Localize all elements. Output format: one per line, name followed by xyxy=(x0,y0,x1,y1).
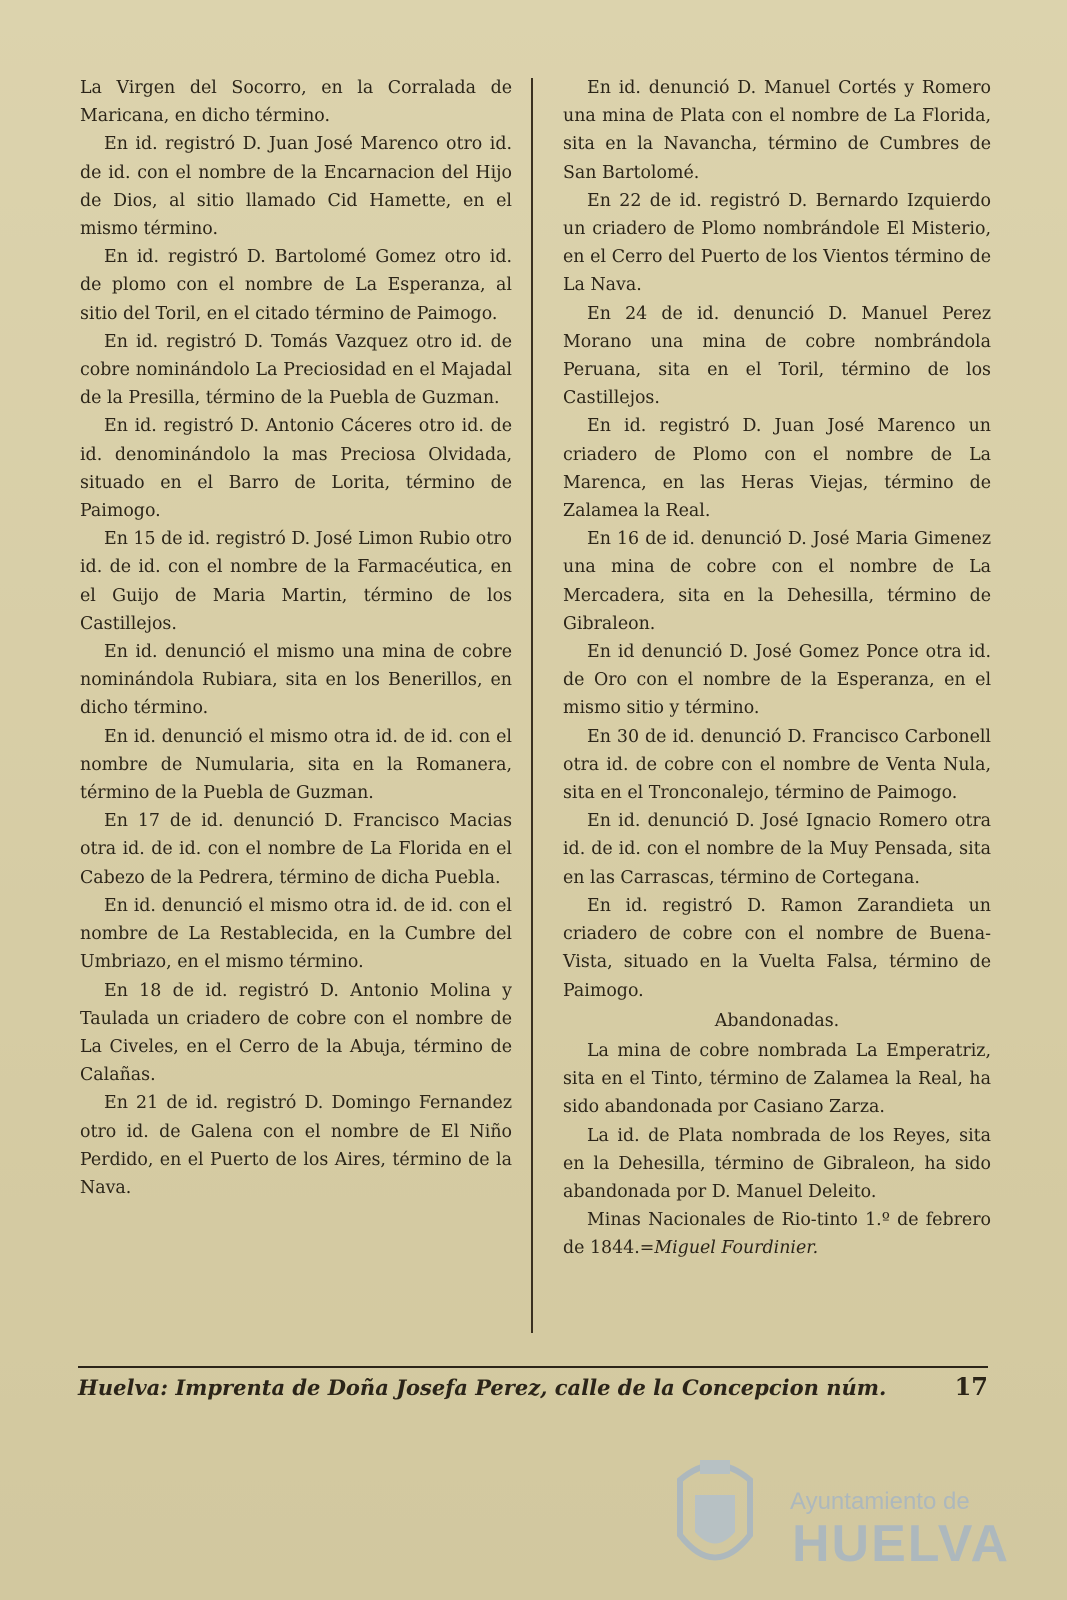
right-column xyxy=(563,74,991,1263)
abandoned-paragraph: La mina de cobre nombrada La Emperatriz, sita en el Tinto, término de Zalamea la Real, ha sido abandonada por Casiano Zarza. xyxy=(563,1040,991,1118)
signature-line xyxy=(563,1206,991,1262)
signature-name: Miguel Fourdinier. xyxy=(654,1238,819,1259)
footer-rule xyxy=(78,1366,988,1368)
entry-paragraph: En id. registró D. Bartolomé Gomez otro id. de plomo con el nombre de La Esperanza, al sitio del Toril, en el citado término de Paimogo. xyxy=(80,247,512,324)
entry-paragraph: En id denunció D. José Gomez Ponce otra id. de Oro con el nombre de la Esperanza, en el mismo sitio y término. xyxy=(563,642,991,719)
entry-paragraph: En id. denunció el mismo una mina de cobre nominándola Rubiara, sita en los Benerillos, en dicho término. xyxy=(80,642,512,719)
column-divider xyxy=(531,78,533,1333)
entry-paragraph: En id. denunció el mismo otra id. de id. con el nombre de La Restablecida, en la Cumbre del Umbriazo, en el mismo término. xyxy=(80,895,512,973)
entry-paragraph: En 16 de id. denunció D. José Maria Gimenez una mina de cobre con el nombre de La Mercadera, sita en la Dehesilla, término de Gibraleon. xyxy=(563,529,991,634)
entry-paragraph: En id. registró D. Tomás Vazquez otro id. de cobre nominándolo La Preciosidad en el Majadal de la Presilla, término de la Puebla de Guzman. xyxy=(80,331,512,409)
left-column xyxy=(80,74,512,1202)
imprint-text: Huelva: Imprenta de Doña Josefa Perez, calle de la Concepcion núm. xyxy=(78,1375,887,1400)
entry-paragraph: En 15 de id. registró D. José Limon Rubio otro id. de id. con el nombre de la Farmacéutica, en el Guijo de Maria Martin, término de los Castillejos. xyxy=(80,529,512,634)
page-number: 17 xyxy=(954,1372,988,1401)
entry-paragraph: En id. registró D. Juan José Marenco un criadero de Plomo con el nombre de La Marenca, en las Heras Viejas, término de Zalamea la Real. xyxy=(563,416,991,522)
entry-paragraph: En id. denunció D. Manuel Cortés y Romero una mina de Plata con el nombre de La Florida, sita en la Navancha, término de Cumbres de San Bartolomé. xyxy=(563,78,991,183)
watermark-line2: HUELVA xyxy=(792,1515,1011,1573)
entry-paragraph: En 17 de id. denunció D. Francisco Macias otra id. de id. con el nombre de La Florida en el Cabezo de la Pedrera, término de dicha Puebla. xyxy=(80,811,512,888)
signature-place-date: Minas Nacionales de Rio-tinto 1.º de febrero de 1844.= xyxy=(563,1210,991,1259)
abandoned-paragraph: La id. de Plata nombrada de los Reyes, sita en la Dehesilla, término de Gibraleon, ha sido abandonada por D. Manuel Deleito. xyxy=(563,1125,991,1202)
entry-paragraph: En 21 de id. registró D. Domingo Fernandez otro id. de Galena con el nombre de El Niño Perdido, en el Puerto de los Aires, término de la Nava. xyxy=(80,1093,512,1198)
coat-of-arms-icon xyxy=(660,1440,770,1590)
entry-paragraph: En id. denunció D. José Ignacio Romero otra id. de id. con el nombre de la Muy Pensada, sita en las Carrascas, término de Cortegana. xyxy=(563,811,991,888)
entry-paragraph: En id. registró D. Juan José Marenco otro id. de id. con el nombre de la Encarnacion del Hijo de Dios, al sitio llamado Cid Hamette, en el mismo término. xyxy=(80,134,512,240)
entry-paragraph: En 30 de id. denunció D. Francisco Carbonell otra id. de cobre con el nombre de Venta Nula, sita en el Tronconalejo, término de Paimogo. xyxy=(563,726,991,804)
entry-paragraph: En id. registró D. Ramon Zarandieta un criadero de cobre con el nombre de Buena-Vista, situado en la Vuelta Falsa, término de Paimogo. xyxy=(563,895,991,1001)
entry-paragraph: En 18 de id. registró D. Antonio Molina y Taulada un criadero de cobre con el nombre de La Civeles, en el Cerro de la Abuja, término de Calañas. xyxy=(80,980,512,1086)
entry-paragraph: En id. denunció el mismo otra id. de id. con el nombre de Numularia, sita en la Romanera, término de la Puebla de Guzman. xyxy=(80,726,512,804)
imprint-line xyxy=(78,1372,988,1401)
watermark-line1: Ayuntamiento de xyxy=(790,1488,970,1515)
entry-paragraph: En id. registró D. Antonio Cáceres otro id. de id. denominándolo la mas Preciosa Olvidada, situado en el Barro de Lorita, término de Paimogo. xyxy=(80,416,512,522)
entry-paragraph: En 24 de id. denunció D. Manuel Perez Morano una mina de cobre nombrándola Peruana, sita en el Toril, término de los Castillejos. xyxy=(563,303,991,409)
abandoned-heading: Abandonadas. xyxy=(714,1010,840,1031)
entry-paragraph: La Virgen del Socorro, en la Corralada de Maricana, en dicho término. xyxy=(80,78,512,127)
entry-paragraph: En 22 de id. registró D. Bernardo Izquierdo un criadero de Plomo nombrándole El Misterio, en el Cerro del Puerto de los Vientos término de La Nava. xyxy=(563,190,991,296)
watermark xyxy=(660,1440,1011,1590)
